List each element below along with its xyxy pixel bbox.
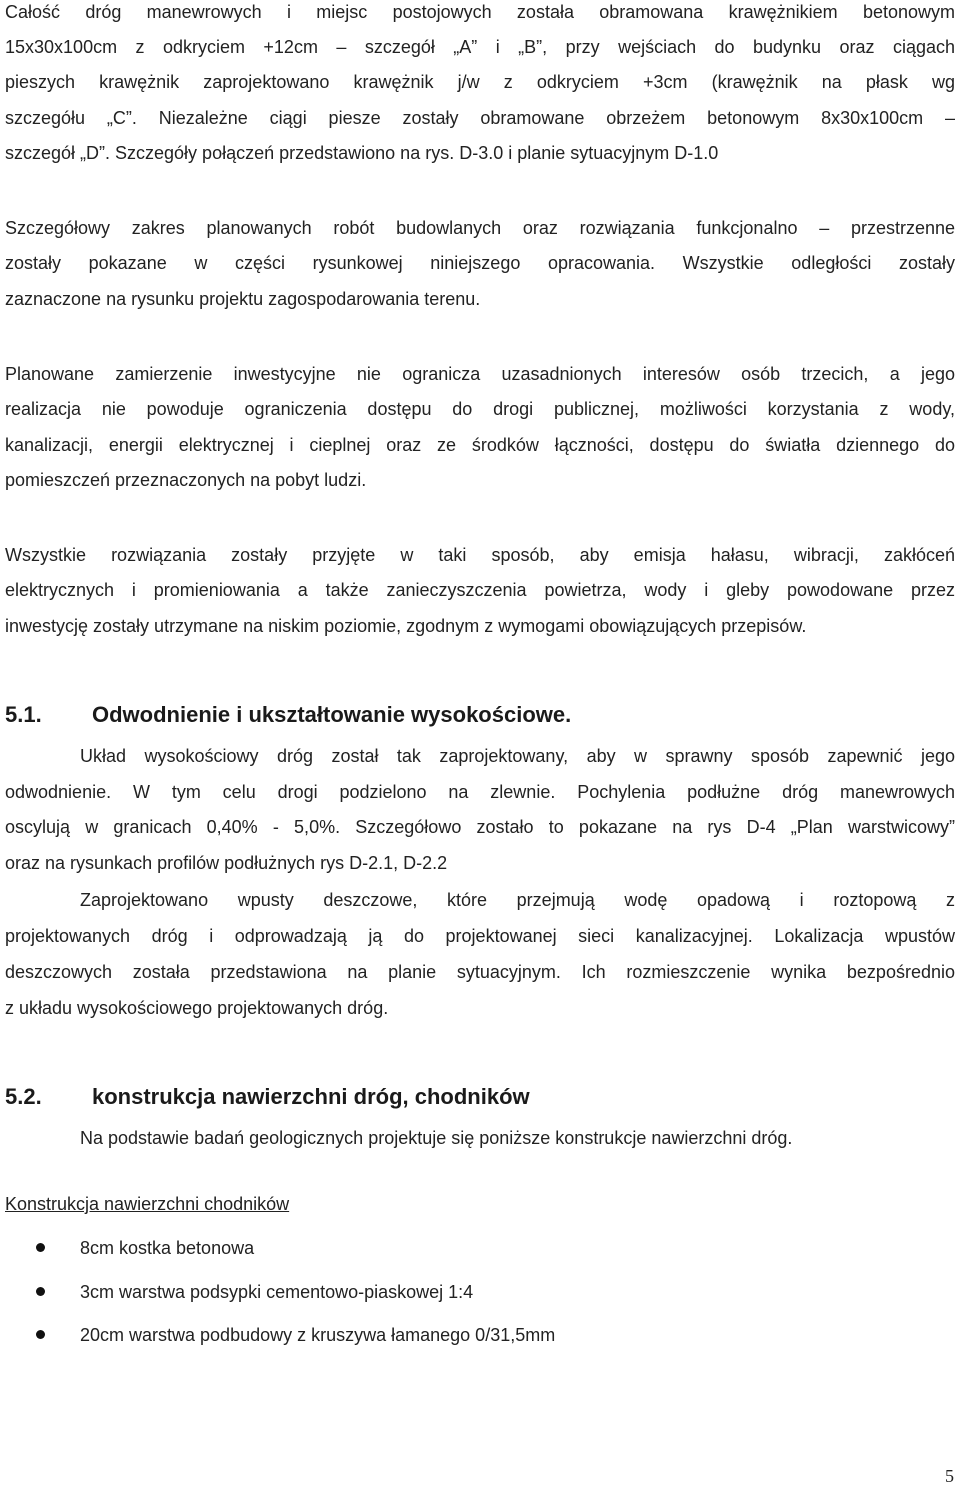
text-line: zaznaczone na rysunku projektu zagospodarowania terenu. bbox=[5, 289, 481, 309]
text-line: pieszych krawężnik zaprojektowano krawężnik j/w z odkryciem +3cm (krawężnik na płask wg bbox=[5, 72, 955, 92]
section-title: Odwodnienie i ukształtowanie wysokościowe. bbox=[92, 702, 572, 727]
text-line: inwestycję zostały utrzymane na niskim poziomie, zgodnym z wymogami obowiązujących przepisów. bbox=[5, 616, 807, 636]
text-line: 15x30x100cm z odkryciem +12cm – szczegół „A” i „B”, przy wejściach do budynku oraz ciągach bbox=[5, 37, 955, 57]
text-line: deszczowych została przedstawiona na planie sytuacyjnym. Ich rozmieszczenie wynika bezpośrednio bbox=[5, 962, 955, 982]
page-number: 5 bbox=[945, 1466, 954, 1486]
text-line: szczegół „D”. Szczegóły połączeń przedstawiono na rys. D-3.0 i planie sytuacyjnym D-1.0 bbox=[5, 143, 719, 163]
text-line: oraz na rysunkach profilów podłużnych rys D-2.1, D-2.2 bbox=[5, 853, 448, 873]
section-number: 5.2. bbox=[5, 1084, 42, 1109]
text-line: projektowanych dróg i odprowadzają ją do projektowanej sieci kanalizacyjnej. Lokalizacja wpustów bbox=[5, 926, 955, 946]
text-line: odwodnienie. W tym celu drogi podzielono na zlewnie. Pochylenia podłużne dróg manewrowych bbox=[5, 782, 955, 802]
section-title: konstrukcja nawierzchni dróg, chodników bbox=[92, 1084, 530, 1109]
text-line: Wszystkie rozwiązania zostały przyjęte w taki sposób, aby emisja hałasu, wibracji, zakłóceń bbox=[5, 545, 955, 565]
section-intro: Na podstawie badań geologicznych projektuje się poniższe konstrukcje nawierzchni dróg. bbox=[80, 1128, 793, 1148]
subheading-sidewalk-construction: Konstrukcja nawierzchni chodników bbox=[5, 1194, 290, 1214]
list-item-text: 3cm warstwa podsypki cementowo-piaskowej 1:4 bbox=[80, 1282, 474, 1302]
text-line: Układ wysokościowy dróg został tak zaprojektowany, aby w sprawny sposób zapewnić jego bbox=[80, 746, 955, 766]
text-line: pomieszczeń przeznaczonych na pobyt ludzi. bbox=[5, 470, 367, 490]
text-line: realizacja nie powoduje ograniczenia dostępu do drogi publicznej, możliwości korzystania z wody, bbox=[5, 399, 955, 419]
text-line: zostały pokazane w części rysunkowej niniejszego opracowania. Wszystkie odległości zostały bbox=[5, 253, 955, 273]
bullet-icon bbox=[36, 1243, 45, 1252]
list-item-text: 20cm warstwa podbudowy z kruszywa łamanego 0/31,5mm bbox=[80, 1325, 556, 1345]
section-number: 5.1. bbox=[5, 702, 42, 727]
text-line: z układu wysokościowego projektowanych dróg. bbox=[5, 998, 389, 1018]
text-line: elektrycznych i promieniowania a także zanieczyszczenia powietrza, wody i gleby powodowane przez bbox=[5, 580, 955, 600]
bullet-icon bbox=[36, 1330, 45, 1339]
bullet-icon bbox=[36, 1287, 45, 1296]
text-line: Szczegółowy zakres planowanych robót budowlanych oraz rozwiązania funkcjonalno – przestrzenne bbox=[5, 218, 955, 238]
text-line: szczegółu „C”. Niezależne ciągi piesze zostały obramowane obrzeżem betonowym 8x30x100cm – bbox=[5, 108, 955, 128]
text-line: Planowane zamierzenie inwestycyjne nie ogranicza uzasadnionych interesów osób trzecich, a jego bbox=[5, 364, 955, 384]
text-line: kanalizacji, energii elektrycznej i cieplnej oraz ze środków łączności, dostępu do światła dziennego do bbox=[5, 435, 955, 455]
list-item-text: 8cm kostka betonowa bbox=[80, 1238, 255, 1258]
text-line: oscylują w granicach 0,40% - 5,0%. Szczegółowo zostało to pokazane na rys D-4 „Plan warstwicowy” bbox=[5, 817, 955, 837]
text-line: Całość dróg manewrowych i miejsc postojowych została obramowana krawężnikiem betonowym bbox=[5, 2, 955, 22]
text-line: Zaprojektowano wpusty deszczowe, które przejmują wodę opadową i roztopową z bbox=[80, 890, 955, 910]
